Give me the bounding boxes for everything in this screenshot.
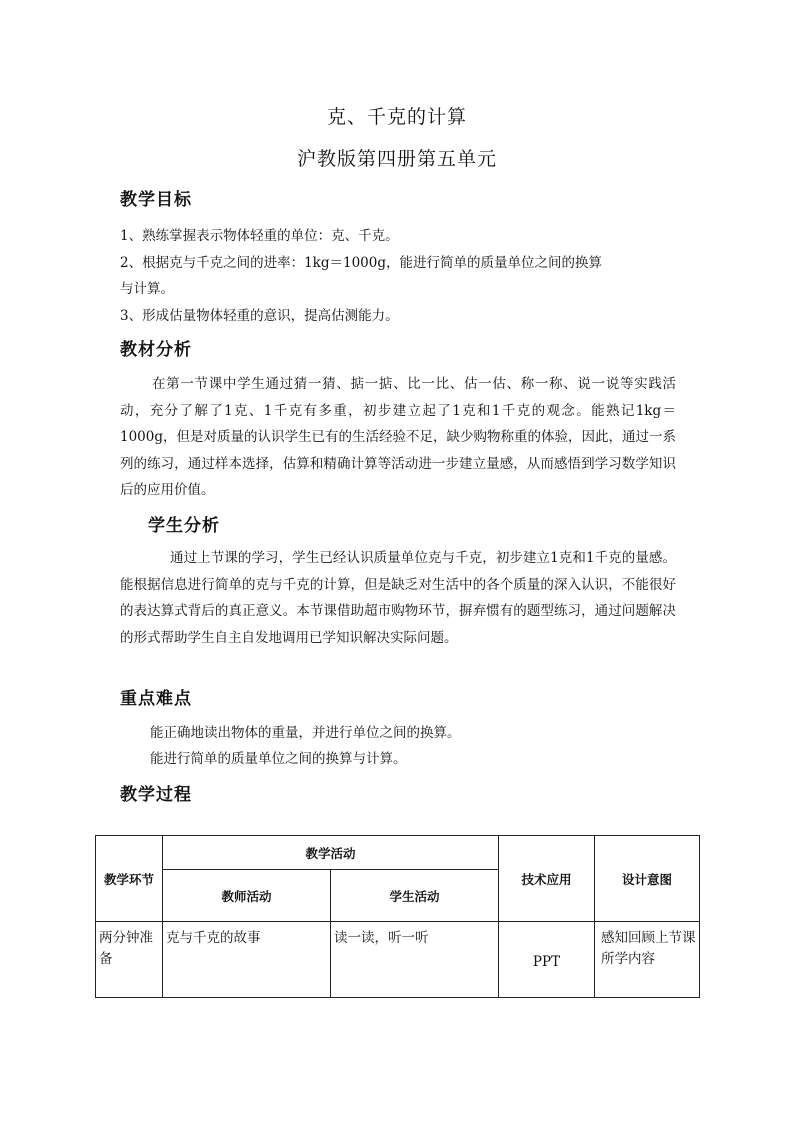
heading-key-points: 重点难点 [120,689,192,709]
cell-intent: 感知回顾上节课所学内容 [595,922,700,998]
key-point-item: 能正确地读出物体的重量，并进行单位之间的换算。 [150,725,461,741]
heading-student-analysis: 学生分析 [148,516,220,536]
header-intent: 设计意图 [595,836,700,922]
key-point-item: 能进行简单的质量单位之间的换算与计算。 [150,751,407,767]
header-teacher: 教师活动 [163,870,331,922]
material-analysis-paragraph: 在第一节课中学生通过猜一猜、掂一掂、比一比、估一估、称一称、说一说等实践活动，充分了解了1克、1千克有多重，初步建立起了1克和1千克的观念。能熟记1kg＝1000g，但是对质量的认识学生已有的生活经验不足，缺少购物称重的体验，因此，通过一系列的练习，通过样本选择，估算和精确计算等活动进一步建立量感，从而感悟到学习数学知识后的应用价值。 [120,376,676,498]
cell-student-activity: 读一读，听一听 [331,922,499,998]
table-row [96,922,700,998]
header-student: 学生活动 [331,870,499,922]
heading-goals: 教学目标 [120,190,192,210]
cell-teacher-activity: 克与千克的故事 [163,922,331,998]
heading-teaching-process: 教学过程 [120,785,192,805]
document-subtitle: 沪教版第四册第五单元 [296,148,497,170]
teaching-process-table [95,835,700,998]
goal-item-continued: 与计算。 [120,281,174,297]
table-header-row [96,836,700,870]
header-stage: 教学环节 [96,836,163,922]
cell-tech: PPT [499,922,595,998]
goal-item: 3、形成估量物体轻重的意识，提高估测能力。 [120,308,399,324]
heading-material-analysis: 教材分析 [120,340,192,360]
student-analysis-paragraph: 通过上节课的学习，学生已经认识质量单位克与千克，初步建立1克和1千克的量感。能根据信息进行简单的克与千克的计算，但是缺乏对生活中的各个质量的深入认识，不能很好的表达算式背后的真正意义。本节课借助超市购物环节，摒弃惯有的题型练习，通过问题解决的形式帮助学生自主自发地调用已学知识解决实际问题。 [120,550,676,646]
header-activities: 教学活动 [163,836,499,870]
document-title: 克、千克的计算 [326,106,467,128]
goal-item: 1、熟练掌握表示物体轻重的单位：克、千克。 [120,228,399,244]
cell-stage: 两分钟准备 [96,922,163,998]
header-tech: 技术应用 [499,836,595,922]
goal-item: 2、根据克与千克之间的进率：1kg＝1000g，能进行简单的质量单位之间的换算 [120,255,602,271]
